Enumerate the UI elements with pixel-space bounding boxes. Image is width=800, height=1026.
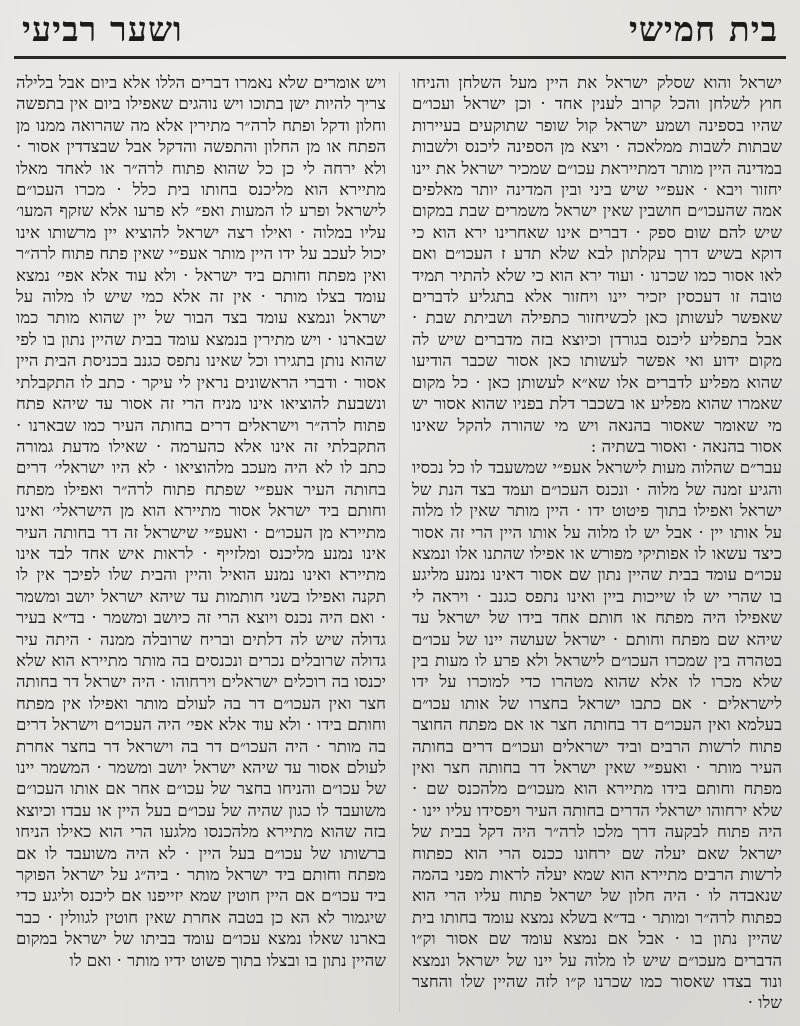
page-header [22,10,778,56]
header-title-right: בית חמישי [628,10,778,50]
header-rule [14,56,786,59]
column-divider [399,72,400,1012]
text-column-left [16,72,386,1012]
header-title-left: ושער רביעי [22,10,183,50]
paragraph: ישראל והוא שסלק ישראל את היין מעל השלחן והניחו חוץ לשלחן והכל קרוב לענין אחד · וכן ישראל ועכו״ם שהיו בספינה ושמע ישראל קול שופר שתוקעים בעיירות שבתות לשבות ממלאכה · ויצא מן הספינה ליכנס ולשבות במדינה היין מותר דמתייראת עכו״ם שמכיר ישראל את יינו יחזור ויבא · אעפ״י שיש ביני ובין המדינה יותר מאלפים אמה שהעכו״ם חושבין שאין ישראל משמרים שבת במקום שיש להם שום ספק · דברים אינו שאחרינו ירא הוא כי דוקא בשיש דרך עקלתון לבא שלא תדע ז העכו״ם ואם לאו אסור כמו שכרנו · ועוד ירא הוא כי שלא להתיר תמיד טובה זו דעכסין יזכיר יינו ויחזור אלא בתגליע לדברים שאפשר לעשותן כאן לכשיחזור כתפילה ושביתת שבת · אבל בתפליע ליכנס בגורדן וכיוצא בזה מדברים שיש לה מקום ידוע ואי אפשר לעשותו כאן אסור שכבר הודיעו שהוא מפליע לדברים אלו שא״א לעשותן כאן · כל מקום שאמרו שהוא מפליע או בשכבר דלת בפניו שהוא אסור יש מי שאומר שאסור בהנאה ויש מי שהורה להקל שאינו אסור בהנאה · ואסור בשתיה : [412,73,782,456]
text-column-right [412,72,782,1012]
paragraph: עבר״ם שהלוה מעות לישראל אעפ״י שמשעבד לו כל נכסיו והגיע זמנה של מלוה · ונכנס העכו״ם ועמד בצד הנת של ישראל ואפילו בתוך פיטוט ידו · היין מותר שאין לו מלוה על אותו יין · אבל יש לו מלוה על אותו היין הרי זה אסור כיצד עשאו לו אפותיקי מפורש או אפילו שהתנו אלו ונמצא עכו״ם עומד בבית שהיין נתון שם אסור דאינו נמנע מליגע בו שהרי יש לו שייכות ביין ואינו נתפס כגנב · ויראה לי שאפילו היה מפתח או חותם אחד בידו של ישראל עד שיהא שם מפתח וחותם · ישראל שעושה יינו של עכו״ם בטהרה בין שמכרו העכו״ם לישראל ולא פרע לו מעות בין שלא מכרו לו אלא שהוא מטהרו כדי למוכרו על ידו לישראלים · אם כתבו ישראל בחצרו של אותו עכו״ם בעלמא ואין העכו״ם דר בחותה חצר או אם מפתח החוצר פתוח לרשות הרבים וביד ישראלים ועכו״ם דרים בחותה העיר מותר · ואעפ״י שאין ישראל דר בחותה חצר ואין מפתח וחותם בידו מתיירא הוא מעכו״ם מלהכנס שם · שלא ירחוהו ישראלי הדרים בחותה העיר ויפסידו עליו יינו · היה פתוח לבקעה דרך מלכו לרה״ר היה דקל בבית של ישראל שאם יעלה שם ירחונו ככנס הרי הוא כפתוח לרשות הרבים מתיירא הוא שמא יעלה לראות מפני בהמה שנאבדה לו · היה חלון של ישראל פתוח עליו הרי הוא כפתוח לרה״ר ומותר · בד״א בשלא נמצא עומד בחותו בית שהיין נתון בו · אבל אם נמצא עומד שם אסור וק״ו הדברים מעכו״ם שיש לו מלוה על יינו של ישראל ונמצא ונוד בצדו שאסור כמו שכרנו ק״ו לזה שהיין שלו והחצר שלו · [412,458,782,1012]
paragraph: ויש אומרים שלא נאמרו דברים הללו אלא ביום אבל בלילה צריך להיות ישן בתוכו ויש נוהגים שאפילו ביום אין בתפשה וחלון ודקל ופתח לרה״ר מתירין אלא מה שהרואה ממנו מן הפתח או מן החלון והתפשה והדקל אבל שבצדדין אסור · ולא ירחה לי כן כל שהוא פתוח לרה״ר או לאחד מאלו מתיירא הוא מליכנס בחותו בית כלל · מכרו העכו״ם לישראל ופרע לו המעות ואפ״ לא פרעו אלא שזקף המעו׳ עליו במלוה · ואילו רצה ישראל להוציא יין מרשותו אינו יכול לעכב על ידו היין מותר אעפ״י שאין פתח פתוח לרה״ר ואין מפתח וחותם ביד ישראל · ולא עוד אלא אפי׳ נמצא עומד בצלו מותר · אין זה אלא כמי שיש לו מלוה על ישראל ונמצא עומד בצד הבור של יין שהוא מותר כמו שבארנו · ויש מתירין בנמצא עומד בבית שהיין נתון בו לפי שהוא נותן בתגירו וכל שאינו נתפס כגנב בכניסת הבית היין אסור · ודברי הראשונים נראין לי עיקר · כתב לו התקבלתי ונשבעת להוציאו אינו מניח הרי זה אסור עד שיהא פתח פתוח לרה״ר וישראלים דרים בחותה העיר כמו שבארנו · התקבלתי זה אינו אלא כהערמה · שאילו מדעת גמורה כתב לו לא היה מעכב מלהוציאו · לא היו ישראלי׳ דרים בחותה העיר אעפ״י שפתח פתוח לרה״ר ואפילו מפתח וחותם ביד ישראל אסור מתיירא הוא מן הישראלי׳ ואינו מתיירא מן העכו״ם · ואעפ״י שישראל זה דר בחותה העיר אינו נמנע מליכנס ומלזייף · לראות איש אחד לבד אינו מתיירא ואינו נמנע הואיל והיין והבית שלו לפיכך אין לו תקנה ואפילו בשני חותמות עד שיהא ישראל יושב ומשמר · ואם היה נכנס ויוצא הרי זה כיושב ומשמר · בד״א בעיר גדולה שיש לה דלתים ובריח שרובלה ממנה · היתה עיר גדולה שרובלים נכרים ונכנסים בה מותר מתיירא הוא שלא יכנסו בה רוכלים ישראלים וירחוהו · היה ישראל דר בחותה חצר ואין העכו״ם דר בה לעולם מותר ואפילו אין מפתח וחותם בידו · ולא עוד אלא אפי׳ היה העכו״ם וישראל דרים בה מותר · היה העכו״ם דר בה וישראל דר בחצר אחרת לעולם אסור עד שיהא ישראל יושב ומשמר · המשמר יינו של עכו״ם והניחו בחצר של עכו״ם אחר אם אותו העכו״ם משועבד לו כגון שהיה של עכו״ם בעל היין או עבדו וכיוצא בזה שהוא מתיירא מלהכנסו מלגעו הרי הוא כאילו הניחו ברשותו של עכו״ם בעל היין · לא היה משועבד לו אם מפתח וחותם ביד ישראל מותר · ביה״ג על ישראל הפוקר ביד עכו״ם אם היין חוטין שמא יזייפנו אם ליכנס וליגע כדי שיגמור לא הא כן בטבה אחרת שאין חוטין לגוולין · כבר בארנו שאלו נמצא עכו״ם עומד בביתו של ישראל במקום שהיין נתון בו ובצלו בתוך פשוט ידיו מותר · ואם לו [16,73,386,970]
